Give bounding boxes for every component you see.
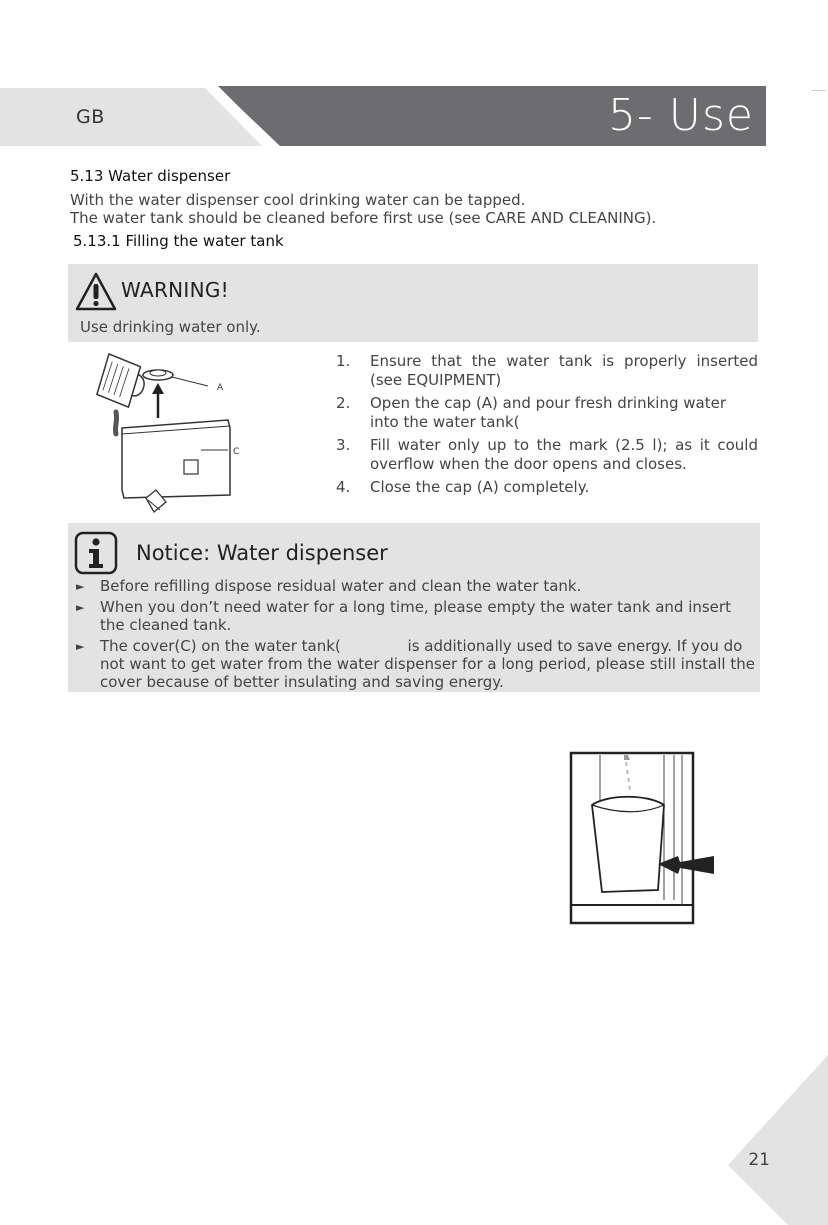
step-3-text: Fill water only up to the mark (2.5 l); as it could overflow when the door opens and closes. (370, 436, 758, 473)
warning-icon (74, 271, 118, 313)
step-1: 1. Ensure that the water tank is properly inserted (see EQUIPMENT) (336, 352, 758, 389)
warning-title: WARNING! (121, 278, 229, 302)
steps-list (336, 352, 758, 501)
notice-bullets (74, 577, 758, 694)
subsection-title: 5.13.1 Filling the water tank (73, 232, 284, 250)
step-2: 2. Open the cap (A) and pour fresh drinking water into the water tank( (336, 394, 758, 432)
step-1-text: Ensure that the water tank is properly inserted (see EQUIPMENT) (370, 352, 758, 389)
step-4: 4. Close the cap (A) completely. (336, 478, 590, 496)
intro-line-1: With the water dispenser cool drinking water can be tapped. (70, 191, 526, 209)
warning-text: Use drinking water only. (80, 318, 261, 336)
step-2-text-cont: into the water tank( (370, 413, 520, 431)
step-4-text: Close the cap (A) completely. (370, 478, 590, 496)
notice-bullet-1: ► Before refilling dispose residual water and clean the water tank. (76, 577, 582, 595)
notice-title: Notice: Water dispenser (136, 541, 388, 565)
intro-line-2: The water tank should be cleaned before first use (see CARE AND CLEANING). (70, 209, 657, 227)
dispenser-illustration (568, 750, 718, 930)
bullet-arrow-icon: ► (76, 601, 85, 614)
label-cap: A (217, 383, 224, 393)
page-number: 21 (748, 1150, 770, 1170)
notice-bullet-3: ► The cover(C) on the water tank( is additionally used to save energy. If you do not want to get water from the water dispenser for a long period, please still install the cover because of better insulating and saving energy. (76, 637, 760, 691)
label-cover: C (233, 447, 240, 457)
region-code: GB (76, 106, 105, 128)
step-3: 3. Fill water only up to the mark (2.5 l); as it could overflow when the door opens and closes. (336, 436, 758, 473)
notice-bullet-2: ► When you don’t need water for a long time, please empty the water tank and insert the cleaned tank. (76, 598, 731, 634)
chapter-title: 5- Use (607, 90, 754, 141)
bullet-arrow-icon: ► (76, 640, 85, 653)
section-title: 5.13 Water dispenser (70, 167, 231, 185)
corner-mark (812, 90, 826, 91)
step-2-text: Open the cap (A) and pour fresh drinking water (370, 394, 726, 412)
info-icon (74, 531, 120, 575)
water-tank-illustration (88, 350, 248, 520)
bullet-arrow-icon: ► (76, 580, 85, 593)
page-corner-band (718, 1055, 828, 1225)
